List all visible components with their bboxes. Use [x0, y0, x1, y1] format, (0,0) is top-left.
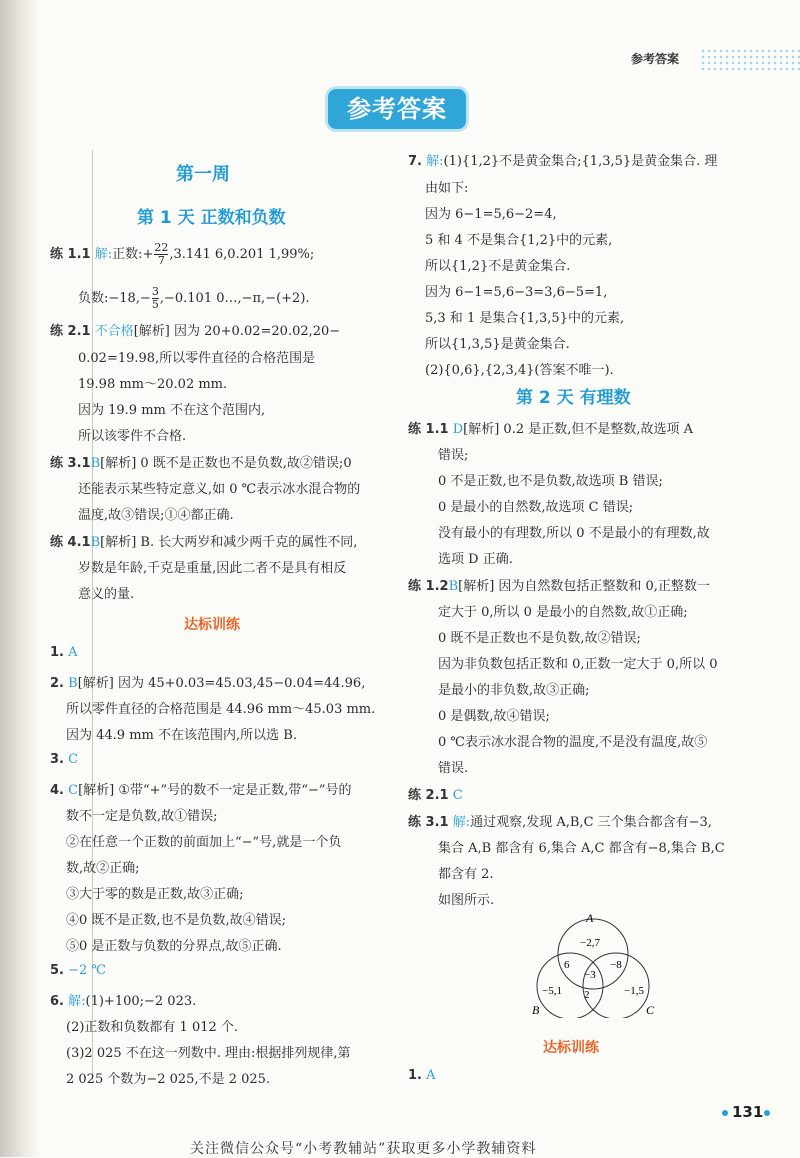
- text-line: 因为 6−1=5,6−3=3,6−5=1,: [425, 285, 608, 300]
- venn-ac: −8: [610, 959, 622, 971]
- text-line: 所以{1,3,5}是黄金集合.: [425, 337, 570, 352]
- exercise-r-3-1: 练 3.1 解:通过观察,发现 A,B,C 三个集合都含有−3,: [408, 815, 712, 830]
- footer-note: 关注微信公众号“小考教辅站”获取更多小学教辅资料: [190, 1141, 537, 1157]
- text-line: 意义的量.: [78, 587, 135, 602]
- venn-diagram: [520, 908, 660, 1018]
- venn-abc: −3: [584, 969, 596, 981]
- exercise-1-1: 练 1.1 解:正数:+ $\frac{22}{7}$ ,3.141 6,0.201 1,99%;: [50, 241, 315, 267]
- section-title-left: 达标训练: [184, 617, 240, 633]
- text-line: 是最小的非负数,故③正确;: [438, 683, 590, 698]
- text-line: 0 ℃表示冰水混合物的温度,不是没有温度,故⑤: [438, 735, 708, 750]
- book-spine-shadow: [0, 0, 40, 1157]
- venn-only-b: −5,1: [542, 985, 562, 997]
- text-line: 岁数是年龄,千克是重量,因此二者不是具有相反: [78, 561, 347, 576]
- text-line: 0.02=19.98,所以零件直径的合格范围是: [78, 351, 316, 366]
- text-line: 因为 6−1=5,6−2=4,: [425, 207, 557, 222]
- exercise-1-1-line2: 负数:−18,− $\frac{3}{5}$ ,−0.101 0…,−π,−(+2).: [78, 285, 310, 311]
- page-number: 131: [732, 1103, 764, 1121]
- text-line: 0 既不是正数也不是负数,故②错误;: [438, 631, 641, 646]
- question-6: 6. 解:(1)+100;−2 023.: [50, 994, 197, 1009]
- text-line: 5,3 和 1 是集合{1,3,5}中的元素,: [425, 311, 625, 326]
- header-label: 参考答案: [631, 52, 680, 66]
- banner-text: 参考答案: [347, 95, 447, 123]
- text-line: 都含有 2.: [438, 867, 494, 882]
- day2-title: 第 2 天 有理数: [516, 388, 631, 408]
- text-line: 0 是最小的自然数,故选项 C 错误;: [438, 500, 634, 515]
- text-line: 所以该零件不合格.: [78, 429, 187, 444]
- text-line: (2){0,6},{2,3,4}(答案不唯一).: [425, 363, 614, 378]
- text-line: 所以零件直径的合格范围是 44.96 mm～45.03 mm.: [66, 702, 376, 717]
- question-4: 4. C[解析] ①带“+”号的数不一定是正数,带“−”号的: [50, 783, 352, 798]
- text-line: 定大于 0,所以 0 是最小的自然数,故①正确;: [438, 605, 688, 620]
- text-line: ⑤0 是正数与负数的分界点,故⑤正确.: [66, 939, 282, 954]
- text-line: 0 是偶数,故④错误;: [438, 709, 550, 724]
- question-3: 3. C: [50, 752, 79, 767]
- fraction-3-5: $\frac{3}{5}$: [151, 285, 159, 311]
- exercise-r-1-2: 练 1.2B[解析] 因为自然数包括正整数和 0,正整数一: [408, 579, 710, 594]
- text-line: 错误;: [438, 448, 469, 463]
- text-line: 数,故②正确;: [66, 861, 140, 876]
- question-r-1: 1. A: [408, 1068, 436, 1083]
- exercise-2-1: 练 2.1 不合格[解析] 因为 20+0.02=20.02,20−: [50, 324, 341, 339]
- venn-ab: 6: [564, 959, 570, 971]
- exercise-4-1: 练 4.1B[解析] B. 长大两岁和减少两千克的属性不同,: [50, 535, 358, 550]
- text-line: ③大于零的数是正数,故③正确;: [66, 887, 244, 902]
- text-line: ④0 既不是正数,也不是负数,故④错误;: [66, 913, 287, 928]
- day1-title: 第 1 天 正数和负数: [137, 208, 286, 228]
- text-line: 如图所示.: [438, 893, 495, 908]
- text-line: 因为 19.9 mm 不在这个范围内,: [78, 403, 266, 418]
- text-line: 选项 D 正确.: [438, 552, 513, 567]
- venn-only-a: −2,7: [580, 937, 600, 949]
- text-line: 由如下:: [425, 181, 469, 196]
- section-title-right: 达标训练: [543, 1040, 599, 1056]
- exercise-3-1: 练 3.1B[解析] 0 既不是正数也不是负数,故②错误;0: [50, 456, 352, 471]
- venn-bc: 2: [584, 989, 590, 1001]
- title-banner: [328, 89, 466, 129]
- venn-label-c: C: [646, 1003, 655, 1017]
- question-5: 5. −2 ℃: [50, 963, 106, 978]
- exercise-r-1-1: 练 1.1 D[解析] 0.2 是正数,但不是整数,故选项 A: [408, 422, 694, 437]
- exercise-r-2-1: 练 2.1 C: [408, 788, 463, 803]
- text-line: 19.98 mm～20.02 mm.: [78, 377, 228, 392]
- week-title: 第一周: [176, 164, 230, 185]
- question-2: 2. B[解析] 因为 45+0.03=45.03,45−0.04=44.96,: [50, 676, 366, 691]
- fraction-22-7: $\frac{22}{7}$: [154, 241, 169, 267]
- venn-label-a: A: [586, 911, 594, 925]
- text-line: 错误.: [438, 761, 469, 776]
- text-line: (3)2 025 不在这一列数中. 理由:根据排列规律,第: [66, 1046, 351, 1061]
- text-line: 因为 44.9 mm 不在该范围内,所以选 B.: [66, 728, 297, 743]
- venn-only-c: −1,5: [624, 985, 644, 997]
- text-line: 2 025 个数为−2 025,不是 2 025.: [66, 1072, 271, 1087]
- text-line: 所以{1,2}不是黄金集合.: [425, 259, 571, 274]
- venn-label-b: B: [532, 1003, 540, 1017]
- text-line: 0 不是正数,也不是负数,故选项 B 错误;: [438, 474, 663, 489]
- page-dot-right: [764, 1110, 770, 1116]
- text-line: 没有最小的有理数,所以 0 不是最小的有理数,故: [438, 526, 710, 541]
- text-line: 数不一定是负数,故①错误;: [66, 809, 218, 824]
- text-line: 还能表示某些特定意义,如 0 ℃表示冰水混合物的: [78, 482, 361, 497]
- text-line: 因为非负数包括正数和 0,正数一定大于 0,所以 0: [438, 657, 718, 672]
- text-line: 5 和 4 不是集合{1,2}中的元素,: [425, 233, 613, 248]
- text-line: 集合 A,B 都含有 6,集合 A,C 都含有−8,集合 B,C: [438, 841, 725, 856]
- question-1: 1. A: [50, 645, 78, 660]
- text-line: 温度,故③错误;①④都正确.: [78, 508, 234, 523]
- text-line: (2)正数和负数都有 1 012 个.: [66, 1020, 239, 1035]
- text-line: ②在任意一个正数的前面加上“−”号,就是一个负: [66, 835, 342, 850]
- header-dot-pattern: [700, 48, 800, 70]
- page-dot-left: [722, 1110, 728, 1116]
- question-7: 7. 解:(1){1,2}不是黄金集合;{1,3,5}是黄金集合. 理: [408, 154, 718, 169]
